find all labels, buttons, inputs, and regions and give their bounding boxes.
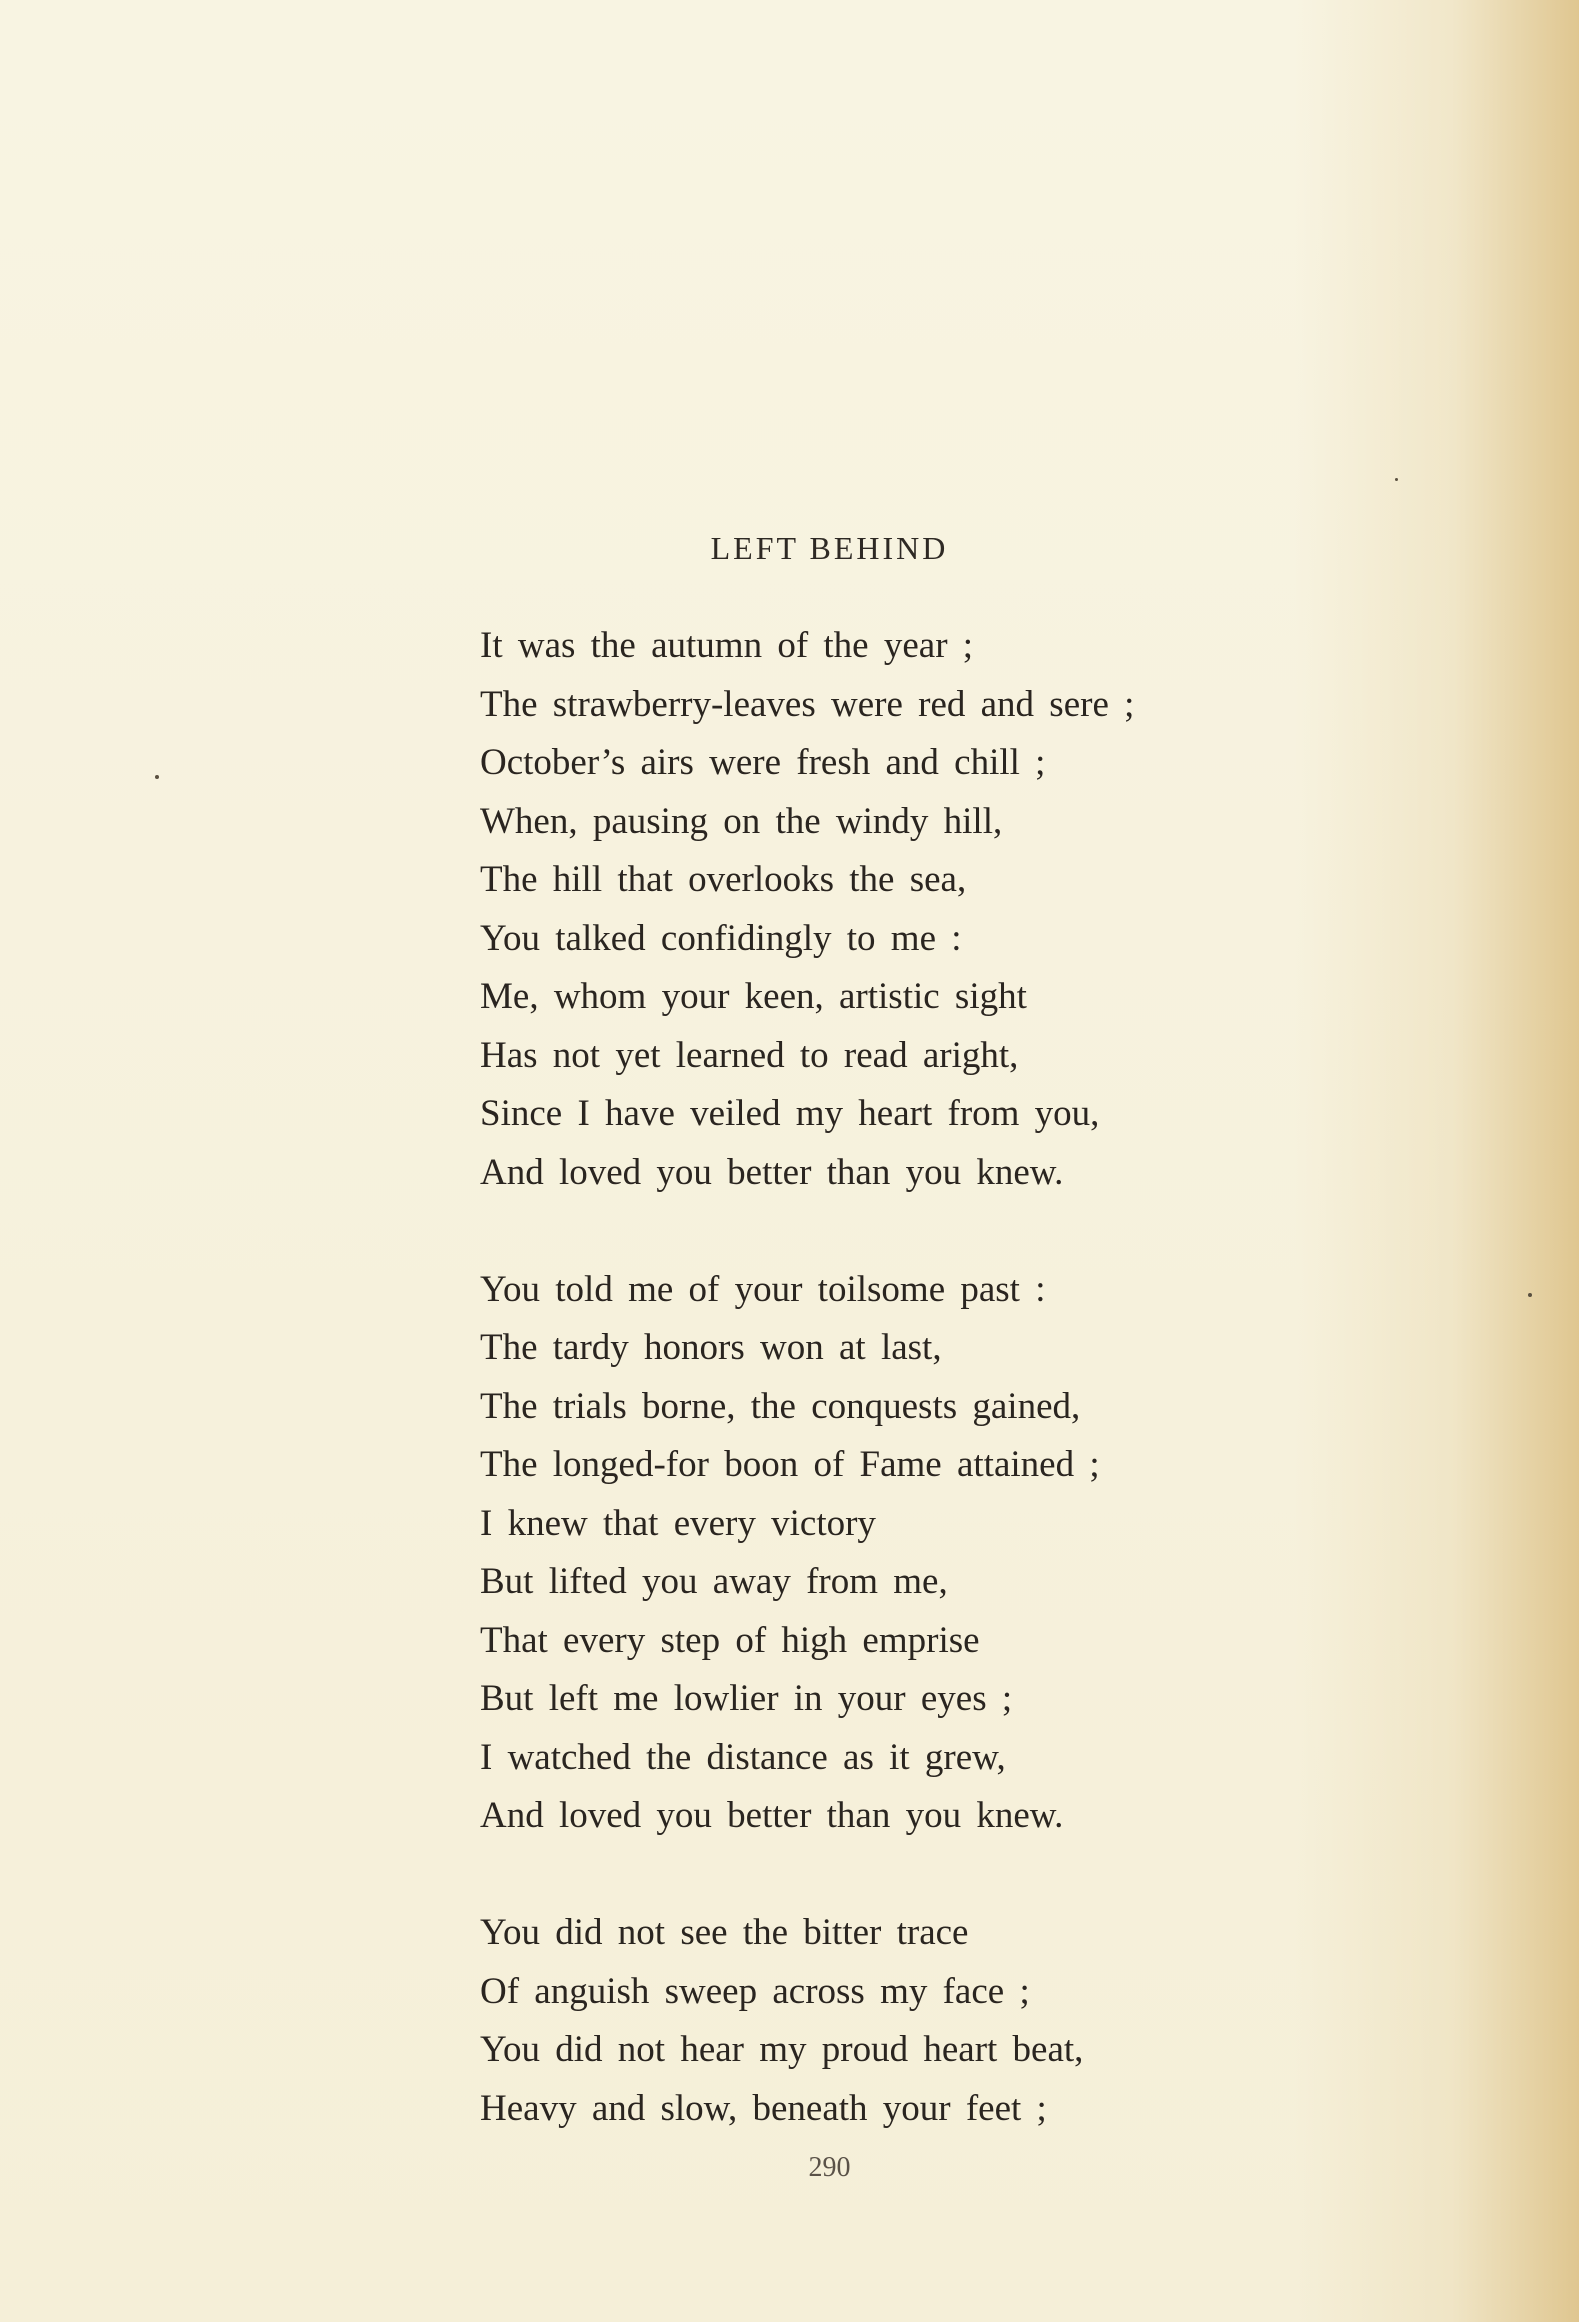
paper-speck	[155, 775, 159, 779]
poem-line: But lifted you away from me,	[480, 1561, 948, 1602]
poem-line: You told me of your toilsome past :	[480, 1268, 1046, 1310]
stanza-3	[480, 1904, 1340, 2138]
poem-line: You did not see the bitter trace	[480, 1912, 969, 1953]
poem-line: That every step of high emprise	[480, 1619, 980, 1661]
poem-line: October’s airs were fresh and chill ;	[480, 742, 1046, 783]
paper-speck	[1528, 1293, 1532, 1297]
poem-line: Me, whom your keen, artistic sight	[480, 976, 1027, 1017]
poem-line: The longed-for boon of Fame attained ;	[480, 1444, 1100, 1485]
poem-line: It was the autumn of the year ;	[480, 625, 974, 666]
paper-speck	[1395, 478, 1398, 481]
poem-line: But left me lowlier in your eyes ;	[480, 1678, 1013, 1719]
stanza-1	[480, 617, 1340, 1202]
poem-line: Since I have veiled my heart from you,	[480, 1093, 1100, 1134]
poem-title: LEFT BEHIND	[710, 530, 949, 566]
poem-line: Has not yet learned to read aright,	[480, 1034, 1019, 1076]
poem-body	[480, 617, 1340, 2197]
poem-line: The strawberry-leaves were red and sere ;	[480, 683, 1135, 725]
poem-line: And loved you better than you knew.	[480, 1151, 1064, 1193]
poem-line: You did not hear my proud heart beat,	[480, 2029, 1084, 2070]
poem-line: When, pausing on the windy hill,	[480, 800, 1003, 842]
poem-line: You talked confidingly to me :	[480, 917, 962, 959]
stanza-2	[480, 1261, 1340, 1846]
poem-line: The hill that overlooks the sea,	[480, 859, 967, 900]
poem-line: And loved you better than you knew.	[480, 1795, 1064, 1836]
poem-line: I watched the distance as it grew,	[480, 1736, 1006, 1778]
poem-line: The tardy honors won at last,	[480, 1327, 942, 1368]
poem-line: I knew that every victory	[480, 1502, 876, 1544]
poem-line: Of anguish sweep across my face ;	[480, 1970, 1030, 2012]
poem-line: Heavy and slow, beneath your feet ;	[480, 2087, 1047, 2129]
poem-line: The trials borne, the conquests gained,	[480, 1385, 1081, 1427]
page-number: 290	[808, 2152, 851, 2183]
